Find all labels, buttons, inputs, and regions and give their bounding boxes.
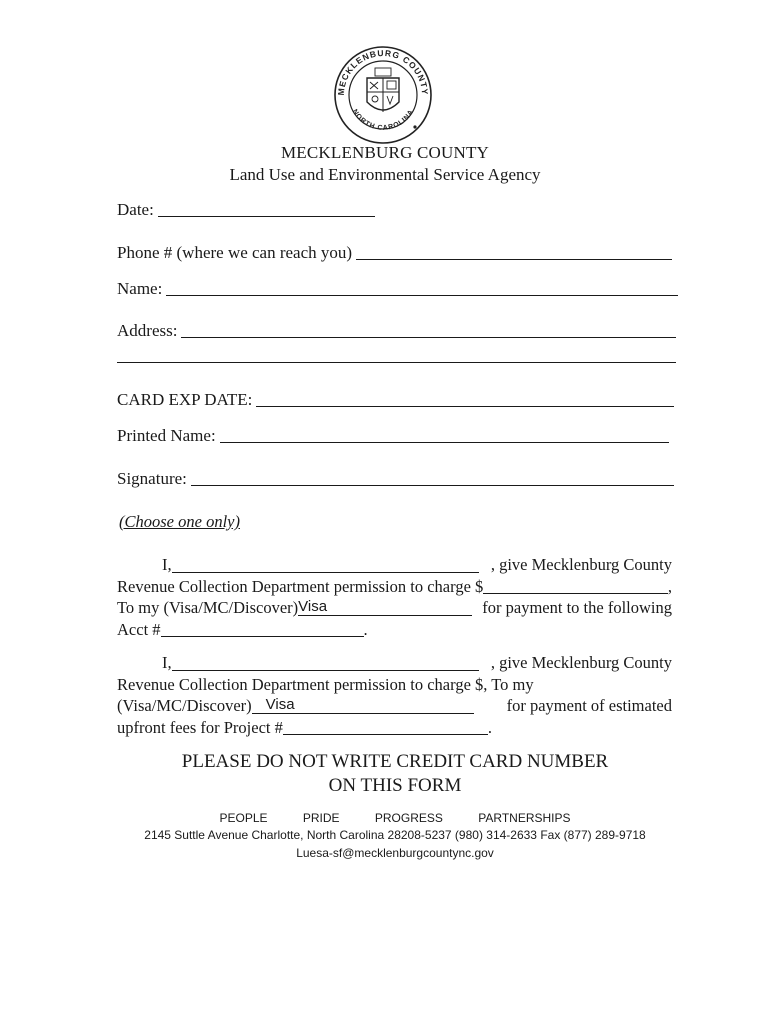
phone-line[interactable] — [356, 245, 672, 260]
option-1-paragraph — [117, 554, 672, 640]
footer-taglines — [10, 811, 770, 825]
option-2-visa-prefix: (Visa/MC/Discover) — [117, 696, 252, 715]
county-title: MECKLENBURG COUNTY — [280, 143, 490, 162]
option-2-i: I, — [162, 653, 172, 672]
phone-field[interactable] — [117, 243, 672, 263]
date-line[interactable] — [158, 202, 375, 217]
warning-line-1: PLEASE DO NOT WRITE CREDIT CARD NUMBER — [181, 751, 609, 772]
option-2-name-line[interactable] — [172, 654, 479, 671]
option-2-permission: Revenue Collection Department permission to charge $, To my — [117, 674, 534, 694]
date-label: Date: — [117, 200, 154, 219]
option-1-acct-label: Acct # — [117, 619, 161, 639]
option-2-project-line[interactable] — [283, 718, 488, 735]
option-1-end: . — [363, 619, 368, 639]
card-exp-field[interactable] — [117, 390, 674, 410]
address-line[interactable] — [181, 323, 676, 338]
printed-name-field[interactable] — [117, 426, 669, 446]
option-1-acct-line[interactable] — [161, 620, 364, 637]
phone-label: Phone # (where we can reach you) — [117, 243, 353, 262]
choose-one-heading: (Choose one only) — [119, 512, 240, 531]
option-1-i: I, — [162, 555, 172, 574]
address-line-2[interactable] — [117, 362, 676, 363]
option-1-for-payment: for payment to the following — [482, 598, 672, 617]
printed-name-label: Printed Name: — [117, 426, 216, 445]
option-1-give: , give Mecklenburg County — [490, 555, 672, 574]
card-exp-line[interactable] — [256, 392, 674, 407]
name-label: Name: — [117, 279, 163, 298]
seal-text-bottom: NORTH CAROLINA — [350, 108, 416, 132]
option-1-to-my: To my (Visa/MC/Discover) — [117, 598, 299, 617]
option-2-upfront: upfront fees for Project # — [117, 717, 283, 737]
footer-address: 2145 Suttle Avenue Charlotte, North Carolina 28208-5237 (980) 314-2633 Fax (877) 289-9718 — [144, 828, 646, 842]
option-1-card-type[interactable] — [298, 599, 472, 616]
card-exp-label: CARD EXP DATE: — [117, 390, 253, 409]
footer-email[interactable]: Luesa-sf@mecklenburgcountync.gov — [296, 846, 494, 860]
agency-title: Land Use and Environmental Service Agency — [229, 165, 541, 184]
name-field[interactable] — [117, 279, 678, 299]
county-seal — [332, 44, 434, 146]
option-2-card-type[interactable] — [252, 697, 474, 714]
option-1-comma: , — [667, 576, 672, 596]
option-1-name-line[interactable] — [172, 556, 479, 573]
tagline-partnerships: PARTNERSHIPS — [478, 811, 571, 825]
printed-name-line[interactable] — [220, 428, 669, 443]
tagline-pride: PRIDE — [302, 811, 340, 825]
signature-line[interactable] — [191, 471, 674, 486]
option-2-paragraph — [117, 652, 672, 738]
option-1-amount-line[interactable] — [483, 577, 668, 594]
tagline-progress: PROGRESS — [374, 811, 443, 825]
option-1-permission: Revenue Collection Department permission to charge $ — [117, 576, 484, 596]
tagline-people: PEOPLE — [219, 811, 268, 825]
option-2-card-value: Visa — [265, 695, 295, 713]
signature-label: Signature: — [117, 469, 187, 488]
warning-line-2: ON THIS FORM — [328, 775, 462, 796]
date-field[interactable] — [117, 200, 375, 220]
option-2-give: , give Mecklenburg County — [490, 653, 672, 672]
signature-field[interactable] — [117, 469, 674, 489]
option-2-for-payment: for payment of estimated — [506, 696, 672, 715]
option-2-end: . — [487, 717, 492, 737]
address-label: Address: — [117, 321, 178, 340]
option-1-card-value: Visa — [298, 597, 328, 615]
name-line[interactable] — [166, 281, 678, 296]
address-field[interactable] — [117, 321, 676, 341]
seal-text-top: MECKLENBURG COUNTY — [335, 47, 431, 96]
